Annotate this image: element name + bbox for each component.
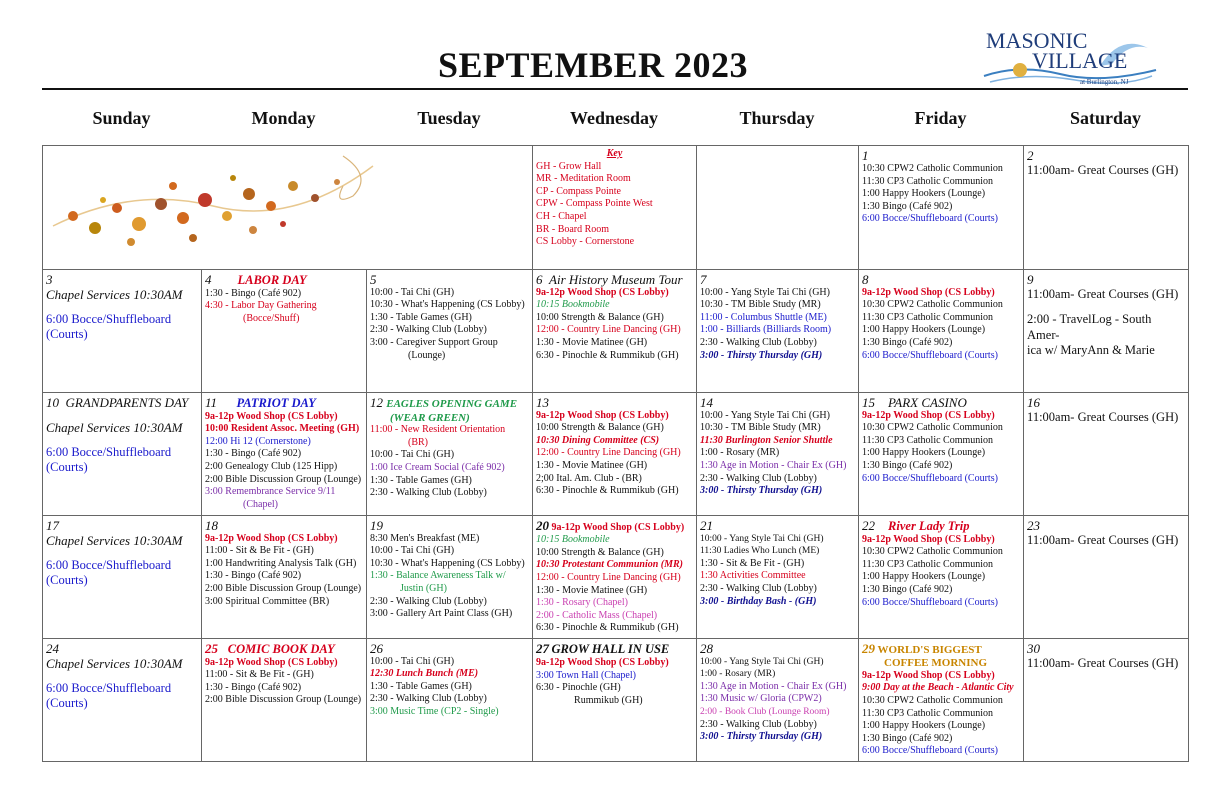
event: 1:30 - Rosary (Chapel) bbox=[536, 597, 628, 609]
day-thursday: Thursday bbox=[739, 108, 815, 128]
event: 1:30 - Bingo (Café 902) bbox=[205, 448, 302, 460]
event: 6:00 Bocce/Shuffleboard bbox=[46, 444, 172, 459]
event: 2:00 Genealogy Club (125 Hipp) bbox=[205, 460, 338, 472]
event: 1:30 - Movie Matinee (GH) bbox=[536, 459, 648, 471]
date-number: 29 bbox=[862, 640, 876, 656]
event: 10:00 Resident Assoc. Meeting (GH) bbox=[205, 423, 360, 435]
event: 10:30 CPW2 Catholic Communion bbox=[862, 163, 1003, 174]
key-item: CH - Chapel bbox=[536, 210, 587, 222]
event: 6:00 Bocce/Shuffleboard (Courts) bbox=[862, 349, 998, 361]
event: 1:30 - Table Games (GH) bbox=[370, 474, 472, 486]
key-item: GH - Grow Hall bbox=[536, 160, 602, 172]
event: 9a-12p Wood Shop (CS Lobby) bbox=[205, 410, 338, 422]
masonic-village-logo bbox=[980, 24, 1160, 90]
headline: GRANDPARENTS DAY bbox=[65, 394, 189, 410]
event: 9a-12p Wood Shop (CS Lobby) bbox=[862, 286, 995, 298]
date-number: 21 bbox=[700, 517, 714, 533]
date-number: 6 bbox=[536, 271, 543, 287]
event: 1:30 Bingo (Café 902) bbox=[862, 459, 953, 471]
event: (Courts) bbox=[46, 460, 88, 475]
autumn-leaves-art bbox=[43, 146, 533, 270]
event: 12:00 - Country Line Dancing (GH) bbox=[536, 571, 681, 583]
day-cell-29 bbox=[859, 638, 1024, 761]
day-cell-17 bbox=[43, 515, 202, 638]
day-cell-6 bbox=[533, 269, 697, 392]
event: 1:30 - Bingo (Café 902) bbox=[205, 570, 302, 582]
event: 9a-12p Wood Shop (CS Lobby) bbox=[205, 656, 338, 668]
calendar-grid bbox=[42, 145, 1189, 762]
event: 1:30 Bingo (Café 902) bbox=[862, 583, 953, 595]
event: 9a-12p Wood Shop (CS Lobby) bbox=[862, 533, 995, 545]
event: 1:30 Bingo (Café 902) bbox=[862, 732, 953, 744]
event: 10:00 Strength & Balance (GH) bbox=[536, 311, 664, 323]
event: 2:30 - Walking Club (Lobby) bbox=[700, 472, 817, 484]
headline: River Lady Trip bbox=[888, 518, 970, 533]
key-item: BR - Board Room bbox=[536, 223, 610, 235]
event: 1:00 Happy Hookers (Lounge) bbox=[862, 447, 986, 459]
week-row bbox=[43, 146, 1189, 270]
event: 6:00 Bocce/Shuffleboard (Courts) bbox=[862, 213, 998, 225]
event: 11:00 - New Resident Orientation bbox=[370, 424, 506, 436]
event: 1:30 - Table Games (GH) bbox=[370, 680, 472, 692]
day-cell-10 bbox=[43, 392, 202, 515]
event: 3:00 - Gallery Art Paint Class (GH) bbox=[370, 608, 513, 620]
event: 6:00 Bocce/Shuffleboard (Courts) bbox=[862, 472, 998, 484]
event: 11:00 - Columbus Shuttle (ME) bbox=[700, 311, 827, 323]
day-cell-16 bbox=[1024, 392, 1189, 515]
headline: WORLD'S BIGGEST bbox=[877, 643, 982, 656]
event: 10:00 Strength & Balance (GH) bbox=[536, 546, 664, 558]
headline-sub: (WEAR GREEN) bbox=[390, 411, 470, 424]
day-cell-14 bbox=[697, 392, 859, 515]
event: 10:30 - TM Bible Study (MR) bbox=[700, 299, 821, 311]
event: 1:30 Age in Motion - Chair Ex (GH) bbox=[700, 680, 847, 692]
event: 2:30 - Walking Club (Lobby) bbox=[370, 595, 487, 607]
date-number: 10 bbox=[46, 394, 59, 410]
headline: Air History Museum Tour bbox=[549, 271, 683, 287]
event: (Courts) bbox=[46, 696, 88, 711]
event: 1:00 Ice Cream Social (Café 902) bbox=[370, 461, 505, 473]
event: 11:00am- Great Courses (GH) bbox=[1027, 532, 1179, 547]
event: 3:00 Music Time (CP2 - Single) bbox=[370, 705, 499, 717]
event: (Courts) bbox=[46, 327, 88, 342]
event: 10:00 - Yang Style Tai Chi (GH) bbox=[700, 286, 830, 298]
day-cell-18 bbox=[202, 515, 367, 638]
event: 10:00 - Yang Style Tai Chi (GH) bbox=[700, 656, 824, 667]
event: 10:00 - Tai Chi (GH) bbox=[370, 545, 455, 557]
leaves-illustration bbox=[43, 146, 383, 264]
event: Rummikub (GH) bbox=[574, 694, 643, 706]
chapel-services: Chapel Services 10:30AM bbox=[46, 286, 183, 302]
day-cell-28 bbox=[697, 638, 859, 761]
holiday-label: LABOR DAY bbox=[237, 272, 307, 287]
day-cell-26 bbox=[367, 638, 533, 761]
date-number: 1 bbox=[862, 148, 869, 163]
event: 11:00 - Sit & Be Fit - (GH) bbox=[205, 545, 314, 557]
event: 3:00 - Thirsty Thursday (GH) bbox=[700, 731, 823, 743]
day-saturday: Saturday bbox=[1069, 108, 1141, 128]
event: 8:30 Men's Breakfast (ME) bbox=[370, 532, 480, 544]
event: 9a-12p Wood Shop (CS Lobby) bbox=[551, 521, 685, 533]
event: 10:30 - What's Happening (CS Lobby) bbox=[370, 299, 525, 311]
day-cell-2 bbox=[1024, 146, 1189, 270]
date-number: 8 bbox=[862, 271, 869, 287]
date-number: 13 bbox=[536, 394, 550, 410]
date-number: 9 bbox=[1027, 271, 1034, 287]
event: 6:30 - Pinochle (GH) bbox=[536, 682, 621, 694]
headline: PARX CASINO bbox=[888, 394, 967, 410]
event: 2:30 - Walking Club (Lobby) bbox=[370, 324, 487, 336]
logo-line2: VILLAGE bbox=[1032, 48, 1128, 73]
event: 9a-12p Wood Shop (CS Lobby) bbox=[205, 532, 338, 544]
week-row bbox=[43, 269, 1189, 392]
event: 2:30 - Walking Club (Lobby) bbox=[370, 487, 487, 499]
day-cell-19 bbox=[367, 515, 533, 638]
page-title: SEPTEMBER 2023 bbox=[438, 45, 749, 85]
event: 10:00 Strength & Balance (GH) bbox=[536, 422, 664, 434]
event: 1:30 Music w/ Gloria (CPW2) bbox=[700, 693, 822, 705]
event: 1:30 - Bingo (Café 902) bbox=[205, 287, 302, 299]
day-cell-20 bbox=[533, 515, 697, 638]
event: 1:00 - Rosary (MR) bbox=[700, 669, 776, 680]
key-item: MR - Meditation Room bbox=[536, 173, 631, 185]
event: 1:30 - Bingo (Café 902) bbox=[205, 681, 302, 693]
date-number: 4 bbox=[205, 271, 212, 287]
day-cell-21 bbox=[697, 515, 859, 638]
date-number: 3 bbox=[46, 271, 53, 287]
key-cell bbox=[533, 146, 697, 270]
event: 9a-12p Wood Shop (CS Lobby) bbox=[536, 657, 669, 669]
event: 10:30 Protestant Communion (MR) bbox=[536, 559, 683, 571]
event: 3:00 - Caregiver Support Group bbox=[370, 336, 498, 348]
event: 11:30 CP3 Catholic Communion bbox=[862, 707, 994, 719]
event: 9a-12p Wood Shop (CS Lobby) bbox=[862, 669, 995, 681]
chapel-services: Chapel Services 10:30AM bbox=[46, 419, 183, 435]
key-item: CPW - Compass Pointe West bbox=[536, 198, 653, 210]
key-item: CS Lobby - Cornerstone bbox=[536, 236, 635, 248]
day-cell-25 bbox=[202, 638, 367, 761]
day-cell-23 bbox=[1024, 515, 1189, 638]
day-cell-11 bbox=[202, 392, 367, 515]
event: 1:00 Happy Hookers (Lounge) bbox=[862, 324, 986, 336]
date-number: 23 bbox=[1027, 517, 1041, 533]
event: 10:30 Dining Committee (CS) bbox=[536, 434, 660, 446]
date-number: 22 bbox=[862, 517, 876, 533]
event: 12:00 - Country Line Dancing (GH) bbox=[536, 447, 681, 459]
day-cell-30 bbox=[1024, 638, 1189, 761]
event: 11:00am- Great Courses (GH) bbox=[1027, 655, 1179, 670]
event: 3:00 Town Hall (Chapel) bbox=[536, 669, 636, 681]
event: 10:30 CPW2 Catholic Communion bbox=[862, 422, 1003, 434]
event: 11:00am- Great Courses (GH) bbox=[1027, 409, 1179, 424]
week-row bbox=[43, 392, 1189, 515]
event: (Chapel) bbox=[243, 498, 278, 510]
event: 2:00 - Book Club (Lounge Room) bbox=[700, 706, 830, 717]
event: 11:30 CP3 Catholic Communion bbox=[862, 434, 994, 446]
event: 6:00 Bocce/Shuffleboard bbox=[46, 680, 172, 695]
event: 11:30 Burlington Senior Shuttle bbox=[700, 434, 833, 446]
event: 6:00 Bocce/Shuffleboard (Courts) bbox=[862, 596, 998, 608]
event: 3:00 - Thirsty Thursday (GH) bbox=[700, 485, 823, 497]
day-cell-9 bbox=[1024, 269, 1189, 392]
key-title: Key bbox=[606, 148, 623, 159]
event: 12:30 Lunch Bunch (ME) bbox=[370, 668, 479, 680]
event: (Bocce/Shuff) bbox=[243, 312, 300, 324]
event: (BR) bbox=[408, 436, 428, 448]
event: 3:00 Remembrance Service 9/11 bbox=[205, 486, 336, 498]
event: 2:30 - Walking Club (Lobby) bbox=[370, 693, 487, 705]
event: 10:15 Bookmobile bbox=[536, 299, 610, 311]
event: 1:00 Happy Hookers (Lounge) bbox=[862, 720, 986, 732]
event: 6:30 - Pinochle & Rummikub (GH) bbox=[536, 485, 679, 497]
event: 10:30 CPW2 Catholic Communion bbox=[862, 299, 1003, 311]
day-cell-4 bbox=[202, 269, 367, 392]
day-cell-15 bbox=[859, 392, 1024, 515]
event: 2:00 Bible Discussion Group (Lounge) bbox=[205, 694, 362, 706]
date-number: 16 bbox=[1027, 394, 1041, 410]
event: 10:00 - Tai Chi (GH) bbox=[370, 286, 455, 298]
event: 6:00 Bocce/Shuffleboard (Courts) bbox=[862, 745, 998, 757]
event: 1:30 - Balance Awareness Talk w/ bbox=[370, 570, 506, 582]
day-cell-8 bbox=[859, 269, 1024, 392]
headline: GROW HALL IN USE bbox=[551, 641, 670, 656]
event: 6:30 - Pinochle & Rummikub (GH) bbox=[536, 622, 679, 634]
event: 2:30 - Walking Club (Lobby) bbox=[700, 582, 817, 594]
event: 10:00 - Tai Chi (GH) bbox=[370, 655, 455, 667]
date-number: 11 bbox=[205, 394, 218, 410]
day-cell-5 bbox=[367, 269, 533, 392]
event: 12:00 - Country Line Dancing (GH) bbox=[536, 324, 681, 336]
date-number: 26 bbox=[370, 640, 383, 656]
event: 1:30 - Sit & Be Fit - (GH) bbox=[700, 557, 805, 569]
date-number: 28 bbox=[700, 640, 714, 656]
day-cell-24 bbox=[43, 638, 202, 761]
day-cell-3 bbox=[43, 269, 202, 392]
event: 9a-12p Wood Shop (CS Lobby) bbox=[862, 409, 995, 421]
date-number: 25 bbox=[205, 640, 218, 656]
week-row bbox=[43, 638, 1189, 761]
day-wednesday: Wednesday bbox=[569, 108, 659, 128]
event: 1:00 - Billiards (Billiards Room) bbox=[700, 324, 832, 336]
event: 11:30 CP3 Catholic Communion bbox=[862, 558, 994, 570]
event: 2:00 Bible Discussion Group (Lounge) bbox=[205, 473, 362, 485]
event: 9a-12p Wood Shop (CS Lobby) bbox=[536, 409, 669, 421]
event: (Courts) bbox=[46, 573, 88, 588]
event: 2:30 - Walking Club (Lobby) bbox=[700, 718, 817, 730]
headline-sub: COFFEE MORNING bbox=[884, 657, 988, 670]
event: 10:30 - TM Bible Study (MR) bbox=[700, 422, 821, 434]
event: 11:00 - Sit & Be Fit - (GH) bbox=[205, 669, 314, 681]
logo-sub: at Burlington, NJ bbox=[1080, 78, 1129, 86]
event: 1:00 - Rosary (MR) bbox=[700, 447, 780, 459]
event: 10:00 - Yang Style Tai Chi (GH) bbox=[700, 409, 830, 421]
event: 2:00 - TravelLog - South Amer- bbox=[1027, 312, 1152, 342]
date-number: 7 bbox=[700, 271, 707, 287]
event: 1:30 - Table Games (GH) bbox=[370, 311, 472, 323]
event: 1:30 Age in Motion - Chair Ex (GH) bbox=[700, 459, 847, 471]
day-cell-1 bbox=[859, 146, 1024, 270]
day-friday: Friday bbox=[914, 108, 967, 128]
event: (Lounge) bbox=[408, 349, 446, 361]
day-cell-22 bbox=[859, 515, 1024, 638]
weekday-header bbox=[42, 108, 1188, 129]
event: 3:00 - Birthday Bash - (GH) bbox=[700, 595, 817, 607]
holiday-label: PATRIOT DAY bbox=[236, 395, 316, 410]
event: 6:00 Bocce/Shuffleboard bbox=[46, 311, 172, 326]
event: 12:00 Hi 12 (Cornerstone) bbox=[205, 435, 311, 447]
title-rule bbox=[42, 88, 1188, 90]
date-number: 18 bbox=[205, 517, 218, 533]
event: 6:30 - Pinochle & Rummikub (GH) bbox=[536, 349, 679, 361]
event: 11:30 Ladies Who Lunch (ME) bbox=[700, 546, 820, 557]
event: 9:00 Day at the Beach - Atlantic City bbox=[862, 682, 1014, 694]
event: 4:30 - Labor Day Gathering bbox=[205, 300, 317, 312]
date-number: 17 bbox=[46, 517, 59, 533]
date-number: 2 bbox=[1027, 148, 1034, 163]
holiday-label: COMIC BOOK DAY bbox=[227, 641, 335, 656]
logo-line1: MASONIC bbox=[986, 28, 1088, 53]
event: 10:30 CPW2 Catholic Communion bbox=[862, 546, 1003, 558]
day-sunday: Sunday bbox=[92, 108, 151, 128]
event: 2:30 - Walking Club (Lobby) bbox=[700, 336, 817, 348]
chapel-services: Chapel Services 10:30AM bbox=[46, 532, 183, 548]
event: 10:00 - Tai Chi (GH) bbox=[370, 449, 455, 461]
event: 1:30 - Movie Matinee (GH) bbox=[536, 336, 648, 348]
event: 2;00 Ital. Am. Club - (BR) bbox=[536, 472, 642, 484]
day-cell-27 bbox=[533, 638, 697, 761]
event: 10:30 CPW2 Catholic Communion bbox=[862, 694, 1003, 706]
date-number: 14 bbox=[700, 394, 714, 410]
week-row bbox=[43, 515, 1189, 638]
event: 2:00 Bible Discussion Group (Lounge) bbox=[205, 582, 362, 594]
event: 11:00am- Great Courses (GH) bbox=[1027, 286, 1179, 301]
chapel-services: Chapel Services 10:30AM bbox=[46, 655, 183, 671]
day-tuesday: Tuesday bbox=[417, 108, 481, 128]
empty-day-cell bbox=[697, 146, 859, 270]
event: 1:30 - Movie Matinee (GH) bbox=[536, 584, 648, 596]
event: 10:00 - Yang Style Tai Chi (GH) bbox=[700, 533, 824, 544]
event: 11:00am- Great Courses (GH) bbox=[1027, 163, 1179, 177]
event: 11:30 CP3 Catholic Communion bbox=[862, 175, 994, 187]
key-item: CP - Compass Pointe bbox=[536, 185, 621, 197]
day-monday: Monday bbox=[251, 108, 316, 128]
event: 3:00 Spiritual Committee (BR) bbox=[205, 595, 330, 607]
day-cell-7 bbox=[697, 269, 859, 392]
event: 10:15 Bookmobile bbox=[536, 534, 610, 546]
event: 3:00 - Thirsty Thursday (GH) bbox=[700, 349, 823, 361]
date-number: 27 bbox=[536, 640, 550, 656]
date-number: 12 bbox=[370, 394, 383, 410]
event: 1:00 Happy Hookers (Lounge) bbox=[862, 188, 986, 200]
headline: EAGLES OPENING GAME bbox=[386, 397, 518, 410]
event: 10:30 - What's Happening (CS Lobby) bbox=[370, 557, 525, 569]
date-number: 24 bbox=[46, 640, 59, 656]
day-cell-13 bbox=[533, 392, 697, 515]
event: Justin (GH) bbox=[400, 582, 447, 594]
date-number: 15 bbox=[862, 394, 876, 410]
event: 11:30 CP3 Catholic Communion bbox=[862, 311, 994, 323]
date-number: 5 bbox=[370, 271, 377, 287]
event: 1:30 Bingo (Café 902) bbox=[862, 336, 953, 348]
day-cell-12 bbox=[367, 392, 533, 515]
event: 6:00 Bocce/Shuffleboard bbox=[46, 557, 172, 572]
date-number: 20 bbox=[536, 517, 550, 533]
event: 9a-12p Wood Shop (CS Lobby) bbox=[536, 286, 669, 298]
event: 1:00 Happy Hookers (Lounge) bbox=[862, 571, 986, 583]
event: 1:00 Handwriting Analysis Talk (GH) bbox=[205, 557, 357, 569]
date-number: 30 bbox=[1027, 640, 1041, 656]
event: 1:30 Activities Committee bbox=[700, 570, 806, 582]
event: 1:30 Bingo (Café 902) bbox=[862, 200, 953, 212]
event: ica w/ MaryAnn & Marie bbox=[1027, 343, 1155, 358]
date-number: 19 bbox=[370, 517, 383, 533]
event: 2:00 - Catholic Mass (Chapel) bbox=[536, 609, 658, 621]
